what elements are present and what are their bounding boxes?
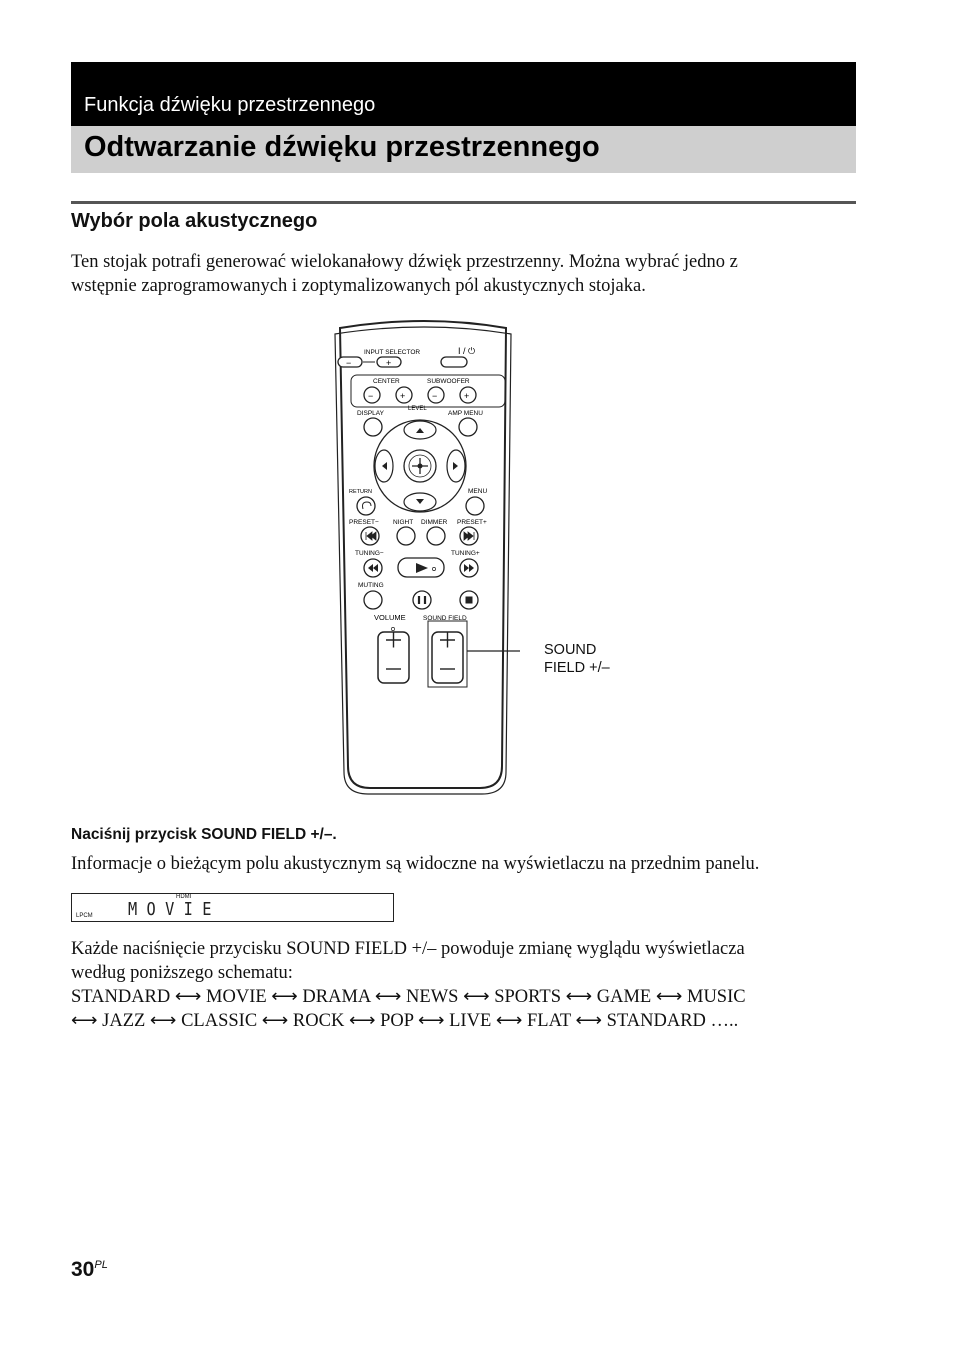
cycle-line-3: STANDARD ⟷ MOVIE ⟷ DRAMA ⟷ NEWS ⟷ SPORTS ⟷ GAME ⟷ MUSIC bbox=[71, 987, 746, 1007]
menu-button[interactable] bbox=[466, 497, 484, 515]
page-language-suffix: PL bbox=[94, 1259, 108, 1271]
amp-menu-button[interactable] bbox=[459, 418, 477, 436]
page-number bbox=[71, 1258, 108, 1282]
label-tuning-minus: TUNING− bbox=[355, 550, 384, 557]
input-plus-glyph: + bbox=[386, 358, 392, 368]
label-display: DISPLAY bbox=[357, 410, 384, 417]
front-panel-display bbox=[71, 893, 394, 922]
sub-minus-glyph: − bbox=[432, 391, 438, 401]
muting-button[interactable] bbox=[364, 591, 382, 609]
lpcm-indicator: LPCM bbox=[76, 913, 93, 919]
label-amp-menu: AMP MENU bbox=[448, 410, 483, 417]
page-title: Odtwarzanie dźwięku przestrzennego bbox=[84, 131, 600, 163]
label-muting: MUTING bbox=[358, 582, 384, 589]
intro-paragraph bbox=[71, 250, 861, 298]
label-night: NIGHT bbox=[393, 519, 414, 526]
cycle-paragraph bbox=[71, 937, 861, 1033]
label-preset-minus: PRESET− bbox=[349, 519, 379, 526]
step-instruction: Naciśnij przycisk SOUND FIELD +/–. bbox=[71, 826, 337, 843]
input-minus-glyph: − bbox=[346, 358, 352, 368]
label-return: RETURN bbox=[349, 489, 372, 495]
label-subwoofer: SUBWOOFER bbox=[427, 378, 470, 385]
intro-line-2: wstępnie zaprogramowanych i zoptymalizowanych pól akustycznych stojaka. bbox=[71, 276, 646, 296]
return-button[interactable] bbox=[357, 497, 375, 515]
remote-control-illustration bbox=[330, 316, 520, 796]
label-sound-field: SOUND FIELD bbox=[423, 615, 467, 622]
label-level: LEVEL bbox=[408, 406, 427, 412]
label-dimmer: DIMMER bbox=[421, 519, 448, 526]
label-menu: MENU bbox=[468, 488, 488, 495]
dimmer-button[interactable] bbox=[427, 527, 445, 545]
cycle-line-1: Każde naciśnięcie przycisku SOUND FIELD +/– powoduje zmianę wyglądu wyświetlacza bbox=[71, 939, 745, 959]
center-plus-glyph: + bbox=[400, 391, 406, 401]
label-preset-plus: PRESET+ bbox=[457, 519, 487, 526]
label-input-selector: INPUT SELECTOR bbox=[364, 349, 421, 356]
label-volume: VOLUME bbox=[374, 613, 406, 622]
page-title-bar bbox=[71, 126, 856, 173]
sub-plus-glyph: + bbox=[464, 391, 470, 401]
section-header-bar bbox=[71, 62, 856, 126]
enter-dot-icon bbox=[418, 464, 423, 469]
label-center: CENTER bbox=[373, 378, 400, 385]
cycle-line-4: ⟷ JAZZ ⟷ CLASSIC ⟷ ROCK ⟷ POP ⟷ LIVE ⟷ FLAT ⟷ STANDARD ….. bbox=[71, 1011, 739, 1031]
sound-field-callout bbox=[544, 641, 610, 677]
intro-line-1: Ten stojak potrafi generować wielokanałowy dźwięk przestrzenny. Można wybrać jedno z bbox=[71, 252, 738, 272]
power-button[interactable] bbox=[441, 357, 467, 367]
display-button[interactable] bbox=[364, 418, 382, 436]
subheading: Wybór pola akustycznego bbox=[71, 210, 318, 232]
stop-icon bbox=[466, 597, 473, 604]
cycle-line-2: według poniższego schematu: bbox=[71, 963, 293, 983]
pause-button[interactable] bbox=[413, 591, 431, 609]
hdmi-indicator: HDMI bbox=[176, 894, 192, 900]
section-title: Funkcja dźwięku przestrzennego bbox=[84, 94, 376, 116]
center-minus-glyph: − bbox=[368, 391, 374, 401]
info-paragraph: Informacje o bieżącym polu akustycznym są widoczne na wyświetlaczu na przednim panelu. bbox=[71, 854, 760, 874]
callout-line-2: FIELD +/– bbox=[544, 660, 610, 676]
label-power: I / ⏻ bbox=[458, 346, 476, 356]
night-button[interactable] bbox=[397, 527, 415, 545]
display-readout: MOVIE bbox=[128, 899, 221, 920]
page-number-value: 30 bbox=[71, 1258, 95, 1281]
label-tuning-plus: TUNING+ bbox=[451, 550, 480, 557]
section-divider bbox=[71, 201, 856, 204]
callout-line-1: SOUND bbox=[544, 642, 597, 658]
